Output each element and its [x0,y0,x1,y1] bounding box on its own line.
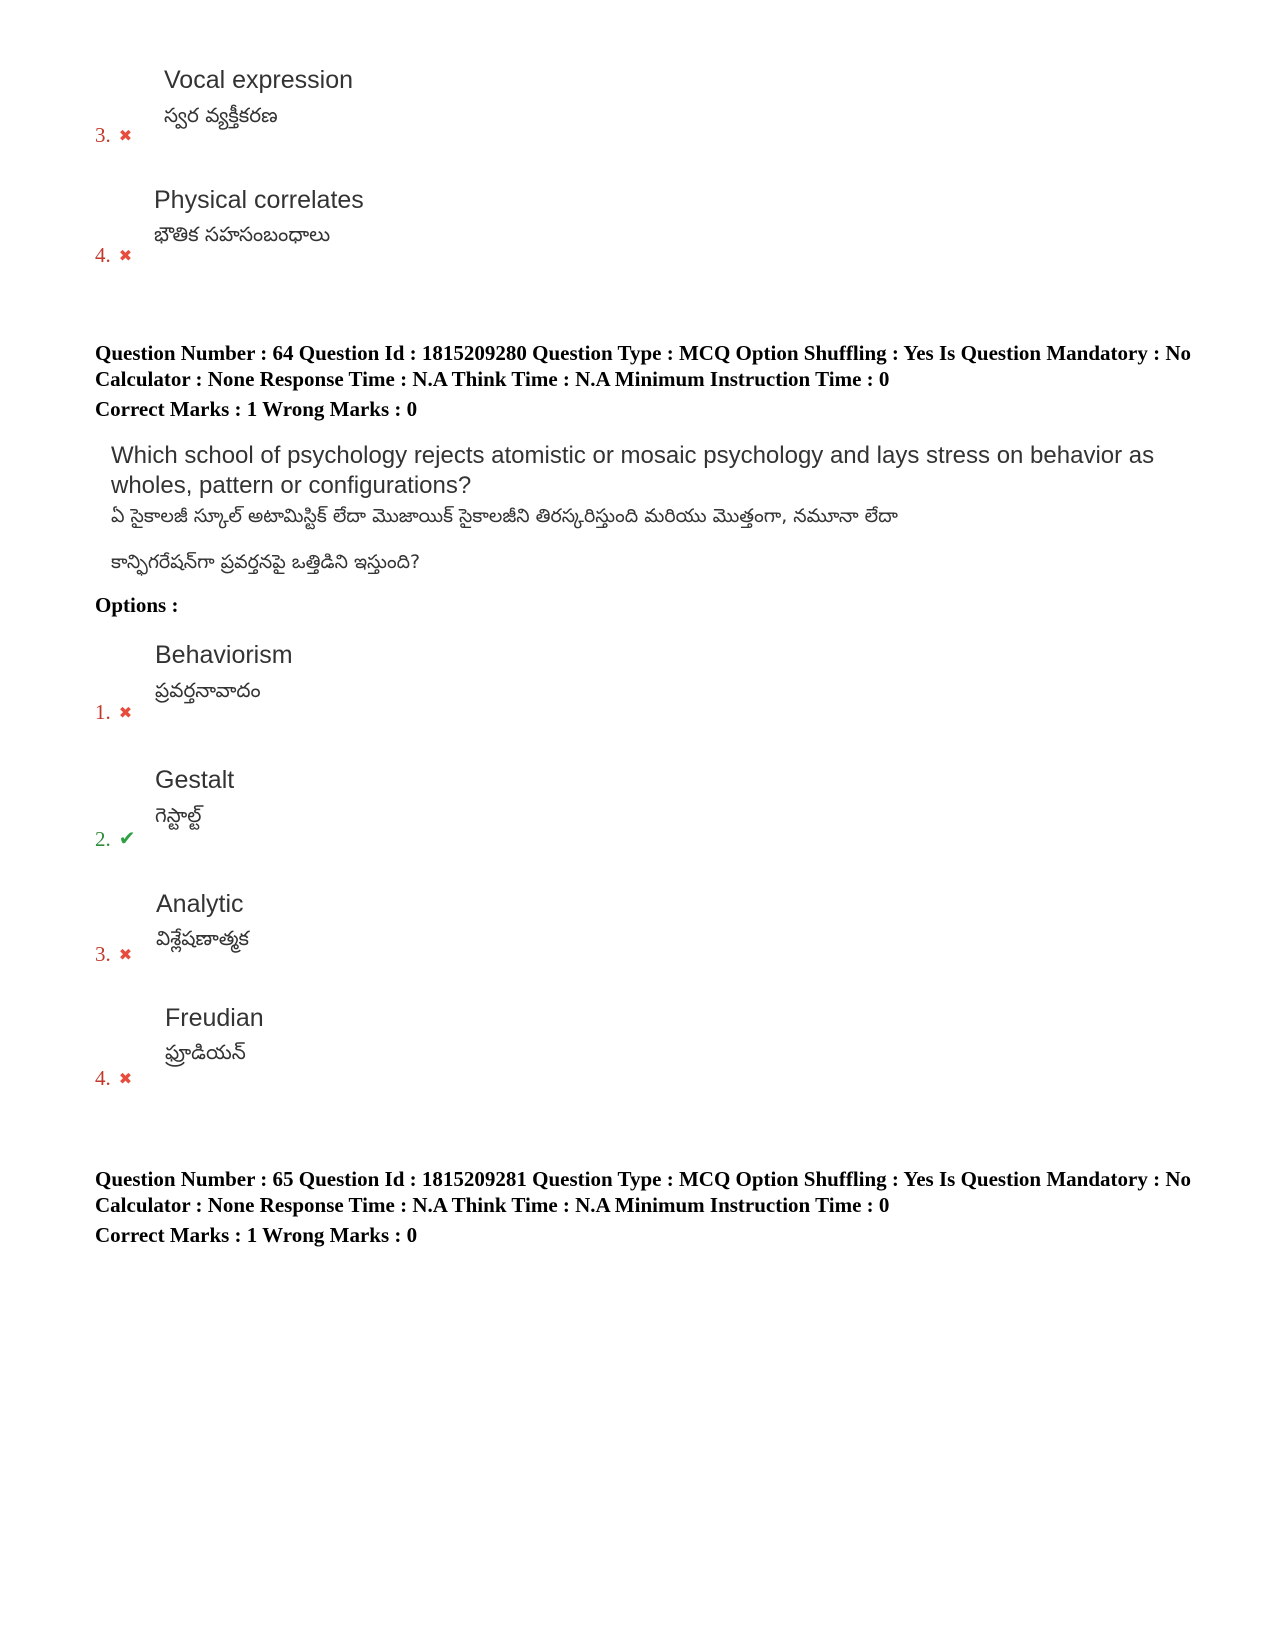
cross-icon: ✖ [118,1069,133,1088]
option-english: Physical correlates [154,186,364,214]
option-english: Gestalt [155,766,235,794]
option-english: Analytic [156,890,244,918]
options-label: Options : [95,593,179,617]
option-telugu: విశ్లేషణాత్మక [156,926,249,950]
question-65-marks: Correct Marks : 1 Wrong Marks : 0 [95,1223,418,1247]
option-telugu: స్వర వ్యక్తీకరణ [164,103,278,127]
option-english: Behaviorism [155,641,293,669]
option-number: 3. ✖ [95,123,133,147]
check-icon: ✔ [118,826,136,850]
option-number: 4. ✖ [95,243,133,267]
option-telugu: గెస్టాల్ట్ [155,803,202,827]
cross-icon: ✖ [118,945,133,964]
question-64-text-telugu-line1: ఏ సైకాలజీ స్కూల్ అటామిస్టిక్ లేదా మొజాయిక్ సైకాలజీని తిరస్కరిస్తుంది మరియు మొత్తంగా, నమూనా లేదా [111,505,898,527]
question-64-text-english: Which school of psychology rejects atomistic or mosaic psychology and lays stress on behavior as wholes, pattern or configurations? [111,442,1155,499]
option-number: 2. ✔ [95,826,136,851]
option-telugu: ఫ్రూడియన్ [165,1040,246,1064]
option-telugu: ప్రవర్తనావాదం [155,678,261,702]
option-number: 1. ✖ [95,700,133,724]
option-number: 4. ✖ [95,1066,133,1090]
option-number: 3. ✖ [95,942,133,966]
option-telugu: భౌతిక సహసంబంధాలు [154,222,331,246]
option-english: Freudian [165,1004,264,1032]
cross-icon: ✖ [118,703,133,722]
question-65-meta: Question Number : 65 Question Id : 1815209281 Question Type : MCQ Option Shuffling : Yes Is Question Mandatory : No Calculator : None Response Time : N.A Think Time : N.A Minimum Instruction Time : 0 [95,1167,1191,1217]
option-english: Vocal expression [164,66,354,94]
question-64-marks: Correct Marks : 1 Wrong Marks : 0 [95,397,418,421]
cross-icon: ✖ [118,126,133,145]
cross-icon: ✖ [118,246,133,265]
question-64-meta: Question Number : 64 Question Id : 1815209280 Question Type : MCQ Option Shuffling : Yes Is Question Mandatory : No Calculator : None Response Time : N.A Think Time : N.A Minimum Instruction Time : 0 [95,341,1191,391]
question-64-text-telugu-line2: కాన్ఫిగరేషన్‌గా ప్రవర్తనపై ఒత్తిడిని ఇస్తుంది? [111,551,421,573]
